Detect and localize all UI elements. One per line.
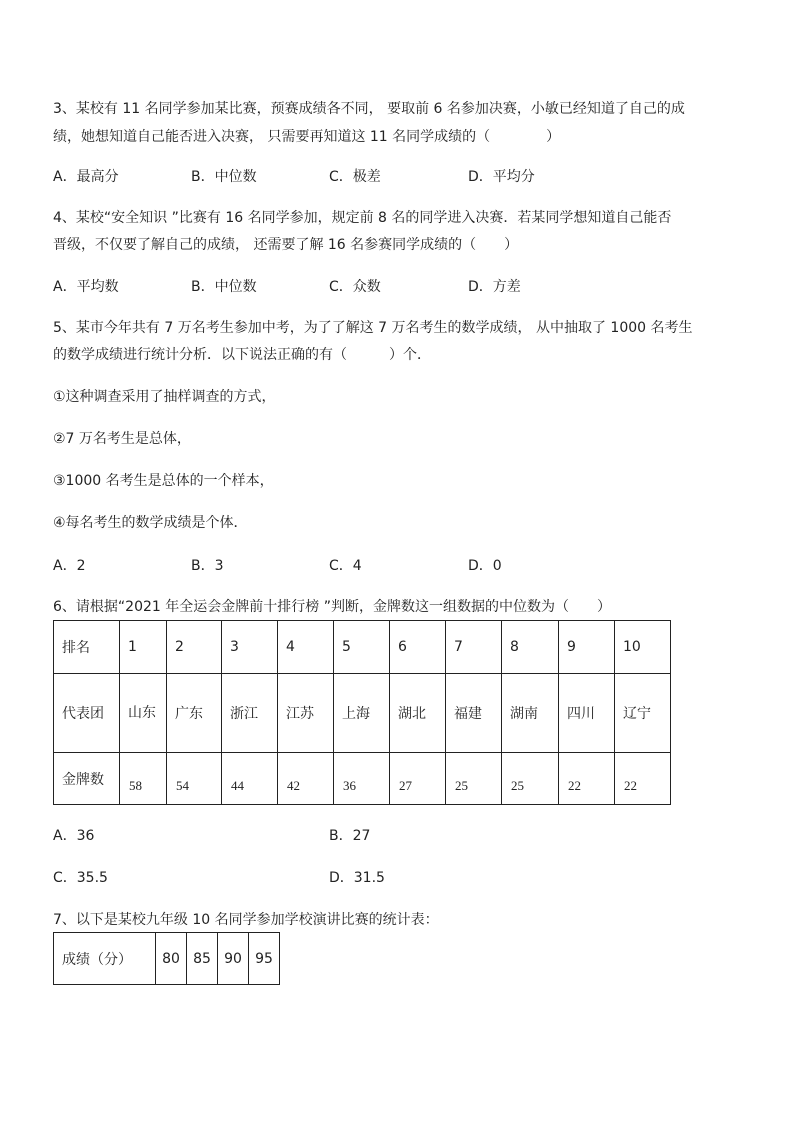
team-cell: 山东 [120, 674, 167, 753]
q5-text-line1: 5、某市今年共有 7 万名考生参加中考，为了了解这 7 万名考生的数学成绩， 从中抽取了 1000 名考生 [53, 320, 693, 336]
table-row-gold [54, 753, 671, 805]
gold-cell: 36 [334, 753, 390, 805]
rank-cell: 1 [120, 621, 167, 674]
q3-text-line1: 3、某校有 11 名同学参加某比赛，预赛成绩各不同， 要取前 6 名参加决赛，小敏已经知道了自己的成 [53, 101, 685, 117]
row-label-team: 代表团 [54, 674, 120, 753]
gold-cell: 54 [167, 753, 222, 805]
q4-option-a[interactable]: A．平均数 [53, 279, 119, 295]
score-cell: 95 [249, 933, 280, 985]
gold-cell: 27 [390, 753, 446, 805]
team-cell: 湖南 [502, 674, 559, 753]
q4-option-c[interactable]: C．众数 [329, 279, 381, 295]
q3-option-b[interactable]: B．中位数 [191, 169, 257, 185]
gold-cell: 22 [615, 753, 671, 805]
q5-statement-1: ①这种调查采用了抽样调查的方式， [53, 389, 276, 405]
q6-text-line1: 6、请根据“2021 年全运会金牌前十排行榜 ”判断，金牌数这一组数据的中位数为（ ） [53, 599, 611, 615]
table-row-team [54, 674, 671, 753]
rank-cell: 6 [390, 621, 446, 674]
q6-option-a[interactable]: A．36 [53, 828, 95, 844]
score-table [53, 932, 280, 985]
rank-cell: 8 [502, 621, 559, 674]
gold-cell: 25 [446, 753, 502, 805]
q5-statement-4: ④每名考生的数学成绩是个体． [53, 515, 248, 531]
q5-statement-2: ②7 万名考生是总体， [53, 431, 191, 447]
medal-table [53, 620, 671, 805]
team-cell: 广东 [167, 674, 222, 753]
q6-option-d[interactable]: D．31.5 [329, 870, 385, 886]
team-cell: 上海 [334, 674, 390, 753]
q4-option-b[interactable]: B．中位数 [191, 279, 257, 295]
q3-option-d[interactable]: D．平均分 [468, 169, 535, 185]
q4-option-d[interactable]: D．方差 [468, 279, 521, 295]
table-row-rank [54, 621, 671, 674]
q3-option-c[interactable]: C．极差 [329, 169, 381, 185]
team-cell: 四川 [559, 674, 615, 753]
q5-option-a[interactable]: A．2 [53, 558, 86, 574]
row-label-gold: 金牌数 [54, 753, 120, 805]
q7-text-line1: 7、以下是某校九年级 10 名同学参加学校演讲比赛的统计表： [53, 912, 439, 928]
rank-cell: 9 [559, 621, 615, 674]
q6-option-c[interactable]: C．35.5 [53, 870, 108, 886]
score-cell: 80 [156, 933, 187, 985]
q5-option-d[interactable]: D．0 [468, 558, 502, 574]
row-label-score: 成绩（分） [54, 933, 156, 985]
q6-option-b[interactable]: B．27 [329, 828, 371, 844]
rank-cell: 7 [446, 621, 502, 674]
q5-option-b[interactable]: B．3 [191, 558, 224, 574]
q5-option-c[interactable]: C．4 [329, 558, 362, 574]
table-row-score [54, 933, 280, 985]
q4-text-line2: 晋级，不仅要了解自己的成绩， 还需要了解 16 名参赛同学成绩的（ ） [53, 237, 519, 253]
rank-cell: 3 [222, 621, 278, 674]
score-cell: 85 [187, 933, 218, 985]
q5-text-line2: 的数学成绩进行统计分析．以下说法正确的有（ ）个． [53, 347, 431, 363]
gold-cell: 22 [559, 753, 615, 805]
team-cell: 江苏 [278, 674, 334, 753]
rank-cell: 4 [278, 621, 334, 674]
rank-cell: 2 [167, 621, 222, 674]
gold-cell: 58 [120, 753, 167, 805]
gold-cell: 44 [222, 753, 278, 805]
score-cell: 90 [218, 933, 249, 985]
rank-cell: 5 [334, 621, 390, 674]
q4-text-line1: 4、某校“安全知识 ”比赛有 16 名同学参加，规定前 8 名的同学进入决赛．若某同学想知道自己能否 [53, 210, 672, 226]
rank-cell: 10 [615, 621, 671, 674]
gold-cell: 25 [502, 753, 559, 805]
team-cell: 福建 [446, 674, 502, 753]
team-cell: 浙江 [222, 674, 278, 753]
row-label-rank: 排名 [54, 621, 120, 674]
q3-text-line2: 绩，她想知道自己能否进入决赛， 只需要再知道这 11 名同学成绩的（ ） [53, 129, 561, 145]
gold-cell: 42 [278, 753, 334, 805]
q5-statement-3: ③1000 名考生是总体的一个样本， [53, 473, 274, 489]
team-cell: 湖北 [390, 674, 446, 753]
q3-option-a[interactable]: A．最高分 [53, 169, 119, 185]
team-cell: 辽宁 [615, 674, 671, 753]
